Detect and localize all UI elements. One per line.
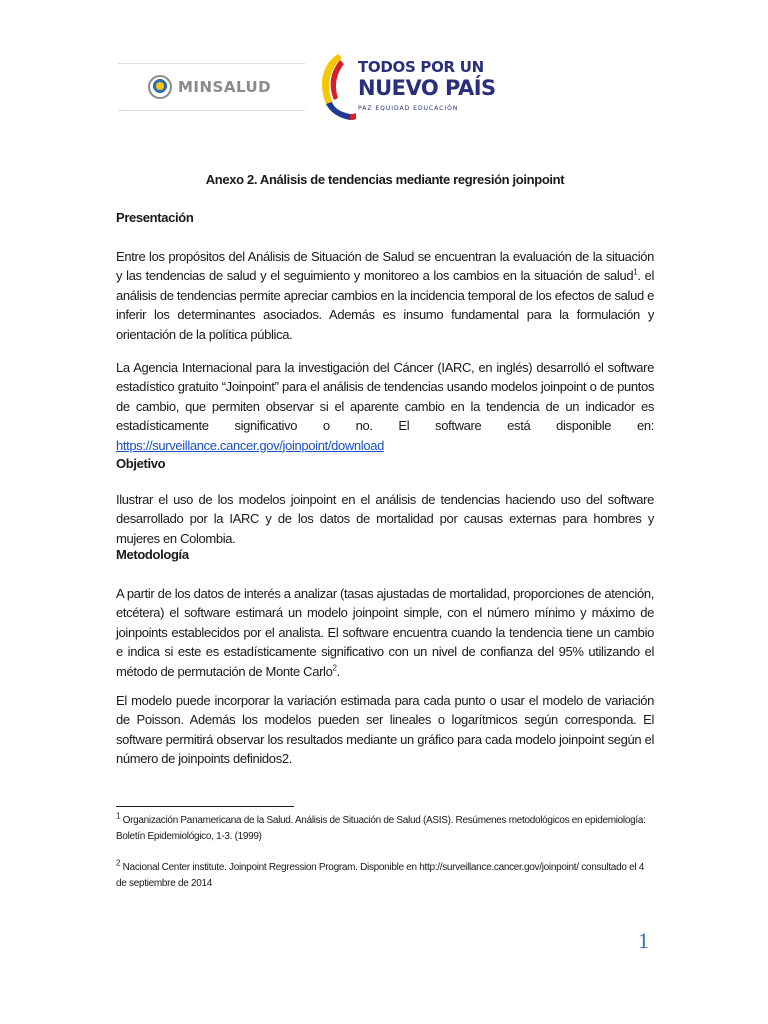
paragraph-presentacion-1 <box>116 247 654 344</box>
minsalud-logo <box>118 63 305 111</box>
campaign-line-1: TODOS POR UN <box>358 58 484 76</box>
heading-objetivo: Objetivo <box>116 456 166 471</box>
paragraph-metodologia-2: El modelo puede incorporar la variación estimada para cada punto o usar el modelo de variación de Poisson. Además los modelos pueden ser lineales o logarítmicos según corresponda. El software permitirá observar los resultados mediante un gráfico para cada modelo joinpoint según el número de joinpoints definidos2. <box>116 693 654 767</box>
campaign-tagline: PAZ EQUIDAD EDUCACIÓN <box>358 105 459 112</box>
joinpoint-download-link[interactable]: https://surveillance.cancer.gov/joinpoint/download <box>116 437 384 453</box>
paragraph-text: . <box>336 663 340 679</box>
footnote-ref: 2 <box>332 663 337 673</box>
paragraph-metodologia-1 <box>116 584 654 681</box>
heading-presentacion: Presentación <box>116 210 194 225</box>
footnote-divider <box>116 806 294 807</box>
paragraph-text: Entre los propósitos del Análisis de Situación de Salud se encuentran la evaluación de la situación y las tendencias de salud y el seguimiento y monitoreo a los cambios en la situación de salud <box>116 249 654 284</box>
footnote-mark: 1 <box>116 811 121 821</box>
colombia-flag-swoosh-icon <box>316 50 356 122</box>
paragraph-objetivo-1: Ilustrar el uso de los modelos joinpoint en el análisis de tendencias haciendo uso del software desarrollado por la IARC y de los datos de mortalidad por causas externas para hombres y mujeres en Colombia. <box>116 492 654 546</box>
footnote-text: Nacional Center institute. Joinpoint Regression Program. Disponible en http://surveillance.cancer.gov/joinpoint/ consultado el 4 de septiembre de 2014 <box>116 862 644 889</box>
footnote-2 <box>116 860 656 891</box>
campaign-logo <box>316 50 496 124</box>
heading-metodologia: Metodología <box>116 547 189 562</box>
footnote-text: Organización Panamericana de la Salud. Análisis de Situación de Salud (ASIS). Resúmenes metodológicos en epidemiología: Boletín Epidemiológico, 1-3. (1999) <box>116 815 646 842</box>
paragraph-presentacion-2 <box>116 358 654 455</box>
paragraph-text: La Agencia Internacional para la investigación del Cáncer (IARC, en inglés) desarrolló el software estadístico gratuito “Joinpoint” para el análisis de tendencias usando modelos joinpoint o de puntos de cambio, que permiten observar si el aparente cambio en la tendencia de un indicador es estadísticamente significativo o no. El software está disponible en: <box>116 360 654 434</box>
document-title: Anexo 2. Análisis de tendencias mediante regresión joinpoint <box>205 172 565 187</box>
footnote-1 <box>116 813 656 844</box>
campaign-line-2: NUEVO PAÍS <box>358 76 496 100</box>
paragraph-text: A partir de los datos de interés a analizar (tasas ajustadas de mortalidad, proporciones de atención, etcétera) el software estimará un modelo joinpoint simple, con el número mínimo y máximo de joinpoints establecidos por el analista. El software encuentra cuando la tendencia tiene un cambio e indica si este es estadísticamente significativo con un nivel de confianza del 95% utilizando el método de permutación de Monte Carlo <box>116 586 654 679</box>
footnote-mark: 2 <box>116 858 121 868</box>
page-number: 1 <box>638 928 649 953</box>
coat-of-arms-icon <box>148 75 172 99</box>
minsalud-label: MINSALUD <box>178 78 272 96</box>
paragraph-text: . el análisis de tendencias permite apreciar cambios en la incidencia temporal de los efectos de salud e inferir los determinantes asociados. Además es insumo fundamental para la formulación y orientación de la política pública. <box>116 268 654 342</box>
footnote-ref: 1 <box>633 268 638 278</box>
